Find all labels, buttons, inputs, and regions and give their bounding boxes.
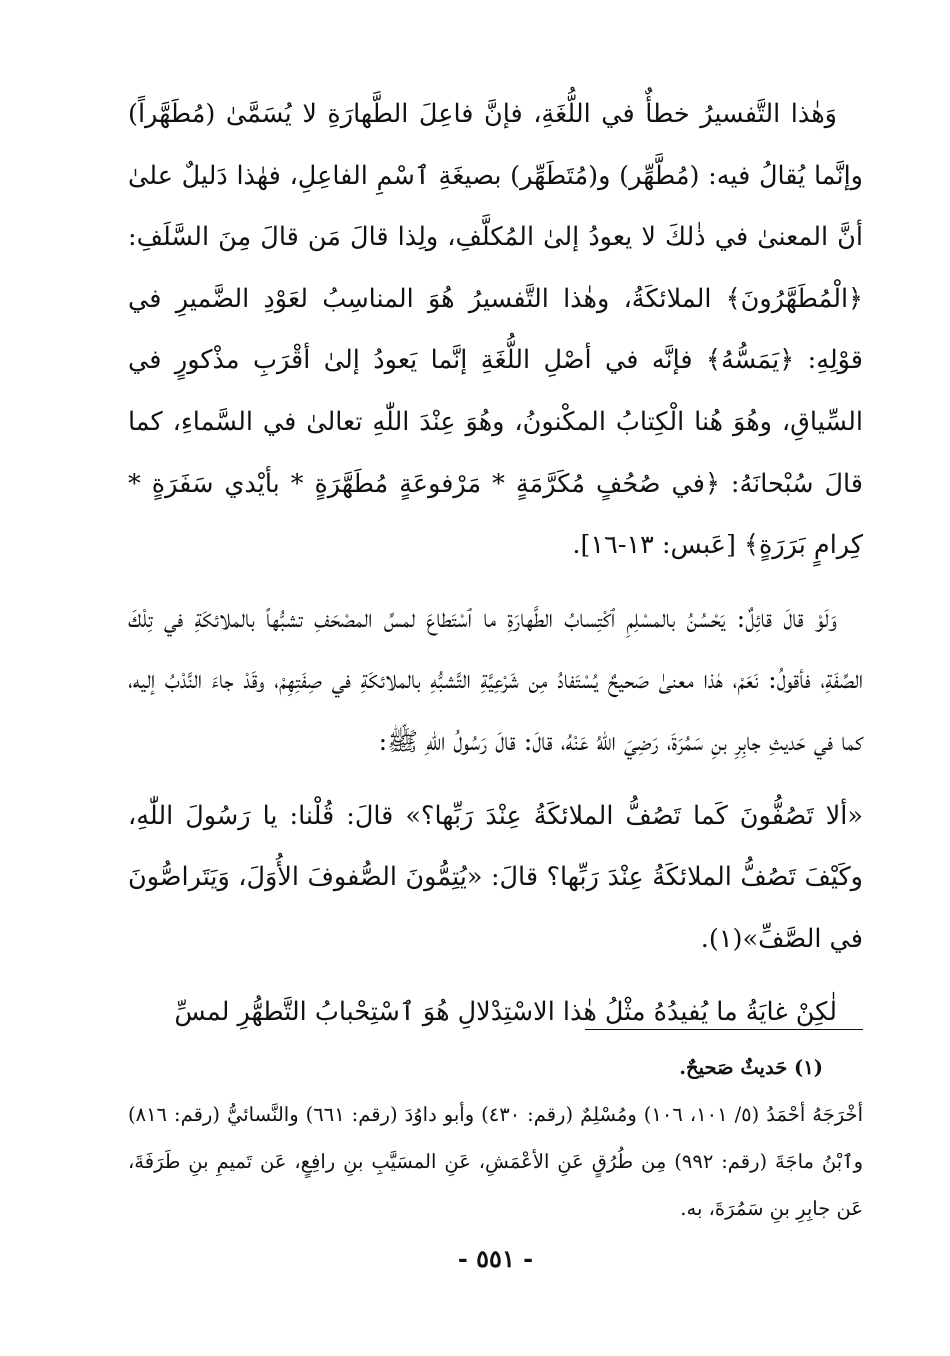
- book-page: [128, 84, 863, 1284]
- paragraph-2: وَلَوْ قالَ قائِلٌ: يَحْسُنُ بالمسْلِمِ ٱكْتِسابُ الطَّهارَةِ ما ٱسْتَطاعَ لمسِّ المصْحَفِ تشبُّهاً بالملائكَةِ في تِلْكَ الصِّفَةِ، فأقولُ: نَعَمْ، هٰذا معنىٰ صَحيحٌ يُسْتَفادُ مِن شَرْعِيَّةِ التَّشبُّهِ بالملائكَةِ في صِفَتِهِمْ، وقَدْ جاءَ النَّدْبُ إليه، كما في حَديثِ جابِرِ بنِ سَمُرَةَ، رَضِيَ اللّٰهُ عَنْهُ، قالَ: قالَ رَسُولُ اللّٰهِ ﷺ:: [128, 603, 863, 757]
- footnote-heading: (١) حَديثٌ صَحيحٌ.: [679, 1056, 823, 1079]
- footnote-separator: [585, 1029, 863, 1030]
- paragraph-1: وَهٰذا التَّفسيرُ خطأٌ في اللُّغَةِ، فإنَّ فاعِلَ الطَّهارَةِ لا يُسَمَّىٰ (مُطَهَّراً) وإنَّما يُقالُ فيه: (مُطَّهِّر) و(مُتَطَهِّر) بصيغَةِ ٱسْمِ الفاعِلِ، فهٰذا دَليلٌ علىٰ أنَّ المعنىٰ في ذٰلكَ لا يعودُ إلىٰ المُكلَّفِ، ولِذا قالَ مَن قالَ مِنَ السَّلَفِ: ﴿الْمُطَهَّرُونَ﴾ الملائكَةُ، وهٰذا التَّفسيرُ هُوَ المناسِبُ لعَوْدِ الضَّميرِ في قوْلِهِ: ﴿يَمَسُّهُ﴾ فإنَّه في أصْلِ اللُّغَةِ إنَّما يَعودُ إلىٰ أقْرَبِ مذْكورٍ في السِّياقِ، وهُوَ هُنا الْكِتابُ المكْنونُ، وهُوَ عِنْدَ اللّٰهِ تعالىٰ في السَّماءِ، كما قالَ سُبْحانَهُ: ﴿في صُحُفٍ مُكَرَّمَةٍ * مَرْفوعَةٍ مُطَهَّرَةٍ * بأيْدي سَفَرَةٍ * كِرامٍ بَرَرَةٍ﴾ [عَبس: ١٣-١٦].: [128, 99, 863, 561]
- page-number: - ٥٥١ -: [457, 1244, 534, 1273]
- footnote-body: أخْرَجَهُ أحْمَدُ (٥/ ١٠١، ١٠٦) ومُسْلِمٌ (رقم: ٤٣٠) وأبو داوُدَ (رقم: ٦٦١) والنَّسائيُّ (رقم: ٨١٦) وٱبْنُ ماجَةَ (رقم: ٩٩٢) مِن طُرُقٍ عَنِ الأعْمَشِ، عَنِ المسَيَّبِ بنِ رافِعٍ، عَن تَميمِ بنِ طَرَفَةَ، عَن جابِرِ بنِ سَمُرَةَ، به.: [128, 1103, 863, 1220]
- hadith-quote: «ألا تَصُفُّونَ كَما تَصُفُّ الملائكَةُ عِنْدَ رَبِّها؟» قالَ: قُلْنا: يا رَسُولَ اللّٰهِ، وكَيْفَ تَصُفُّ الملائكَةُ عِنْدَ رَبِّها؟ قالَ: «يُتِمُّونَ الصُّفوفَ الأُوَلَ، وَيَتَراصُّونَ في الصَّفِّ»(١).: [128, 800, 863, 954]
- footnotes: [128, 1044, 863, 1232]
- paragraph-4: لٰكِنْ غايَةُ ما يُفيدُهُ مثْلُ هٰذا الاسْتِدْلالِ هُوَ ٱسْتِحْبابُ التَّطهُّرِ لمسِّ: [174, 997, 837, 1028]
- main-text: [128, 84, 863, 1044]
